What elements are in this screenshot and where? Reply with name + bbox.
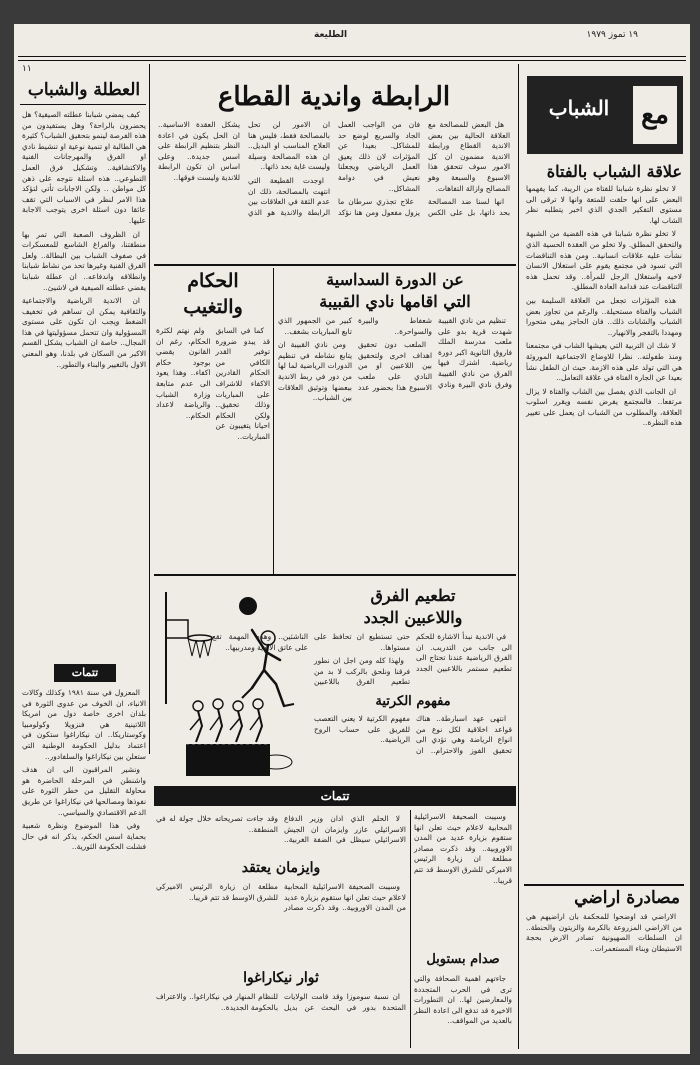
sidebar-divider <box>524 884 684 886</box>
left-col-continuations <box>22 688 146 1048</box>
sidebar-article-1 <box>526 184 682 874</box>
paragraph: الاراضي قد اوضحوا للمحكمة بان اراضيهم هي من الاراضي المزروعة بالكرمة والزيتون والحنطة.. ان السلطات الصهيونية تصادر الارض بحجة الاستيطان وبناء المستعمرات.. <box>526 912 682 953</box>
paragraph: لا شك ان التربية التي يعيشها الشاب في مجتمعنا ومنذ طفولته.. نظرا للاوضاع الاجتماعية الموروثة هي التي تولد على هذه الازمة. حيث ان الطفل نشأ بعيدا عن الجارة الفتاة في علاقة التعامل.. <box>526 341 682 383</box>
header-rule <box>18 56 686 57</box>
header-rule-2 <box>18 60 686 61</box>
bottom-article-3a <box>156 814 406 858</box>
paragraph: انتهى عهد اسبارطة.. هناك قواعد اخلاقية لكل نوع من انواع الرياضة وهي تؤدي الى تحقيق الفوز والاحترام.. ان مفهوم الكرتية لا يعني التعصب للفريق على حساب الروح الرياضية.. <box>314 714 512 755</box>
main-headline: الرابطة واندية القطاع <box>217 82 451 112</box>
paragraph: هل البعض للمصالحة مع العلاقة الحالية بين بعض الاندية القطاع ورابطة الاندية مضمون ان كل الامور سوف تتحقق هذا الاسبوع والسبعة وهو المصالح وازالة التفاهات. <box>428 120 510 193</box>
main-divider <box>154 264 516 266</box>
paragraph: ولم نهتم لكثرة الحكام، رغم ان القانون يقضي بوجود حكام اكفاء.. وهذا يعود الى عدم متابعة وزارة الشباب والرياضة لاعداد الحكام.. <box>156 326 211 420</box>
column-rule-right <box>518 64 519 1049</box>
paragraph: وفي هذا الموضوع ونظرة شعبية بحماية اسس الحكم، يذكر انه في حال فشلت الحكومة الثورية.. <box>22 821 146 852</box>
teams-title-2: واللاعبين الجدد <box>363 608 463 627</box>
left-col-article <box>22 110 146 656</box>
sidebar-title-2: مصادرة اراضي <box>574 888 680 908</box>
paragraph: لا الحلم الذي ادان وزير الدفاع الاسرائيلي عازر وايزمان ان الجيش الاسرائيلي سيظل في الضفة الغربية.. وقد جاءت تصريحاته خلال جولة له في المنطقة.. <box>156 814 406 845</box>
bottom-column-rule <box>410 810 411 1048</box>
paragraph: ان نسبة سوموزا وقد قامت الولايات المتحدة بدور في البحث عن بديل للنظام المنهار في نيكاراغوا.. والاعتراف بالحكومة الجديدة.. <box>156 992 406 1012</box>
tournament-article <box>278 316 512 566</box>
tournament-title-2: التي اقامها نادي القبيبة <box>319 292 471 311</box>
paragraph: المعزول في سنة ١٩٨١ وكذلك وكالات الانباء، ان الخوف من عدوى الثورة في بلدان اخرى خاصة دول من امريكا اللاتينية هي فنزويلا وكولومبيا وكوستاريكا.. ان نيكاراغوا ستكون في اعتماد بدليل الحكومة الوطنية التي ستعلن بين نيكاراغوا والسلفادور.. <box>22 688 146 761</box>
paragraph: في الاندية نبدأ الاشارة للحكم الى جانب من التدريب. ان الفرق الرياضية عندنا تحتاج الى تطعيم مستمر باللاعبين الجدد حتى تستطيع ان تحافظ على مستواها.. <box>314 632 512 673</box>
paragraph: هذه المؤثرات تجعل من العلاقة السليمة بين الشباب والفتاة مستحيلة.. والرغم من تجاوز بعض الشباب والشابات ذلك.. فان الحاجز يبقى متحورا ومهددا بالتفجر والانهيار.. <box>526 295 682 337</box>
page-number: ١١ <box>22 64 32 74</box>
bottom-article-4 <box>156 992 406 1048</box>
bottom-article-2 <box>414 974 512 1048</box>
bottom-title-4: ثوار نيكاراغوا <box>243 970 319 986</box>
paragraph: اوجدت القطيعة التي انتهت بالمصالحة، ذلك ان عدم الثقة في العلاقات بين الرابطة والاندية هو الذي يشكل العقدة الاساسية.. ان الحل يكون في اعادة النظر بتنظيم الرابطة على اسس جديدة.. وعلى اساس ان تكون الرابطة للاندية وليست فوقها.. <box>158 120 330 217</box>
sidebar-title-1: علاقة الشباب بالفتاة <box>546 162 682 181</box>
concept-article <box>314 714 512 782</box>
paragraph: ان الظروف الصعبة التي تمر بها منطقتنا، والفراغ الشاسع للمعسكرات في صفوف الشباب بين البطالة.. ولعل الفرق الفنية وغيرها تحد من نشاط شبابنا وانطلاقه واندفاعه.. ان عطلة شبابنا يقضي عطلته الصيفية في لاشيئ.. <box>22 229 146 292</box>
paragraph: لا تخلو نظرة شبابنا للفتاة من الريبة، كما يفهمها البعض على انها حلقت للمتعة وانها لا ترقى الى مستوى التفكير الجدي الذي اخبر يتطلبه نظر الشاب لها. <box>526 184 682 225</box>
bottom-title-2: صدام بستوبل <box>414 952 512 967</box>
mid-divider <box>154 574 516 576</box>
logo-word: الشباب <box>548 96 610 120</box>
bottom-article-3b <box>156 882 406 966</box>
paragraph: ان الجانب الذي يفصل بين الشاب والفتاة لا يزال مرتفعا.. فالمجتمع يفرض نفسه ويقرر اسلوب العلاقة، والمطلوب من الشباب ان يعمل على تغيير هذه النظرة.. <box>526 386 682 428</box>
paragraph: انها لسنا ضد المصالحة بحد ذاتها، بل على الكس فان من الواجب العمل الجاد والسريع لوضع حد للمشاكل. بعيدا عن المؤثرات لان ذلك يعيق العمل الرياضي ويجعلنا نعيش في دوامة المشاكل.. <box>338 120 510 217</box>
left-col-title: العطلة والشباب <box>27 80 141 100</box>
paragraph: ولهذا كله ومن اجل ان نطور فرقنا ونلحق بالركب لا بد من تطعيم الفرق باللاعبين الناشئين.. وهذه المهمة تقع على عاتق الاندية ومدربيها.. <box>212 632 410 687</box>
section-name: الطليعة <box>314 30 348 40</box>
paragraph: علاج تجذري سرطان ما يزول مفعول ومن هنا نؤكد ان الامور لن تحل بالمصالحة فقط، فليس هنا العلاج المناسب او البديل.. ان هذه المصالحة وسيلة وليست غاية بحد ذاتها.. <box>248 120 420 217</box>
paragraph: تنظيم من نادي القبيبة شهدت قرية بدو على ملعب مدرسة الملك فاروق الثانوية اكبر دورة رياضية. اشترك فيها الفرق من نادي القبيبة وفرق نادي البيرة ونادي شعفاط والبيرة والسواحرة.. <box>358 316 512 389</box>
newspaper-page <box>14 24 690 1054</box>
paragraph: ومن نادي القبيبة ان يتابع نشاطه في تنظيم الدورات الرياضية لما لها من دور في ربط الاندية ببعضها وتوثيق العلاقات بين الشباب.. <box>278 340 352 403</box>
paragraph: وسيبت الصحيفة الاسرائيلية المحابية لاعلام حيث تعلن انها ستقوم بزيارة عديد من المدن الاوروبية.. وقد ذكرت مصادر مطلعة ان زيارة الرئيس الاميركي للشرق الاوسط قد تتم قريبا.. <box>156 882 406 913</box>
paragraph: كما في السابق قد يبدو ضرورة توفير القدر الكافي من الحكام القادرين الاكفاء للاشراف على المباريات وذلك تحقيق.. ولكن الحكام احيانا يتغيبون عن المباريات.. <box>215 326 270 441</box>
paragraph: وسيبت الصحيفة الاسرائيلية المحابية لاعلام حيث تعلن انها ستقوم بزيارة عديد من المدن الاوروبية.. وقد ذكرت مصادر مطلعة ان زيارة الرئيس الاميركي للشرق الاوسط قد تتم قريبا.. <box>414 812 512 885</box>
column-rule-left <box>149 64 150 754</box>
paragraph: كيف يمضي شبابنا عطلته الصيفية؟ هل يحضرون بالراحة؟ وهل يستفيدون من هذه الفرصة لينمو بتحقيق الشباب؟ كثيرة هي الطالبة او تنمية نوعية او تنشيط نادي او الفرق والمهرجانات الفنية والاكتشافية.. وتشكيل فرق العمل التطوعي.. هذه اسئلة نتوجه على ذهن كل مواطن .. ولكن الاجابات تأتي لتؤكد هذا الامر لنظر في الاسباب التي تقف عائقا دون اسئلة اخرى يتوجب الاجابة عليها. <box>22 110 146 225</box>
sidebar-article-2 <box>526 912 682 1048</box>
left-title-rule <box>20 104 146 105</box>
bottom-continuations-band: تتمات <box>154 786 516 806</box>
teams-title-1: تطعيم الفرق <box>370 586 456 605</box>
paragraph: الملعب دون تحقيق اهداف اخرى ولتحقيق بين اللاعبين او من النادي على ملعب الاسبوع هذا بحضور عدد كبير من الجمهور الذي تابع المباريات بشغف.. <box>278 316 432 392</box>
referees-title-1: الحكام <box>187 270 239 292</box>
paragraph: جاءتهم اهمية الصحافة والتي ترى في الحرب المتجددة والمعارضين لها.. ان التطورات الاخيرة قد تدفع الى اعادة النظر بالعديد من المواقف.. <box>414 974 512 1026</box>
issue-date: ١٩ تموز ١٩٧٩ <box>586 30 638 40</box>
paragraph: لا تخلو نظرة شبابنا في هذه القضية من الشبهة والتحقق المطلق. ولا تخلو من العقدة الحسية الذي نشأت عليه علاقات انسانية.. ومن هذه التناقضات التي تسود في مجتمع يقوم على استغلال الانسان لاخيه واستغلال الرجل للمرأة.. وقد تحمل هذه التناقضات عند قدامة العادة المطلق. <box>526 229 682 292</box>
tournament-title-1: عن الدورة السداسية <box>326 270 464 289</box>
left-continuations-band: تتمات <box>54 664 116 682</box>
paragraph: ان الاندية الرياضية والاجتماعية والثقافية يمكن ان تساهم في تخفيف الضغط ويجب ان تكون على مستوى المسؤولية وان تتحمل مسؤوليتها في هذا المجال.. خاصة ان الشباب يشكل القسم الاكبر من السكان في بلدنا، وهو المعني الاول بالتغيير والبناء والتطور.. <box>22 296 146 369</box>
youth-logo-box <box>527 76 683 154</box>
runners-illustration <box>186 686 270 776</box>
main-top-article <box>158 120 510 260</box>
bottom-title-3: وايزمان يعتقد <box>241 860 321 876</box>
referees-title-2: والتغيب <box>183 296 243 318</box>
referees-article <box>156 326 270 566</box>
teams-article <box>212 632 512 690</box>
paragraph: ونشير المراقبون الى ان هدف واشنطن في المرحلة الحاضرة هو محاولة التقليل من خطر الثورة على نفوذها ومصالحها في نيكاراغوا عن طريق الدعم الاقتصادي والسياسي.. <box>22 765 146 817</box>
logo-prefix: مع <box>633 86 677 144</box>
mid-column-rule <box>273 268 274 574</box>
concept-title: مفهوم الكرتية <box>375 694 451 709</box>
